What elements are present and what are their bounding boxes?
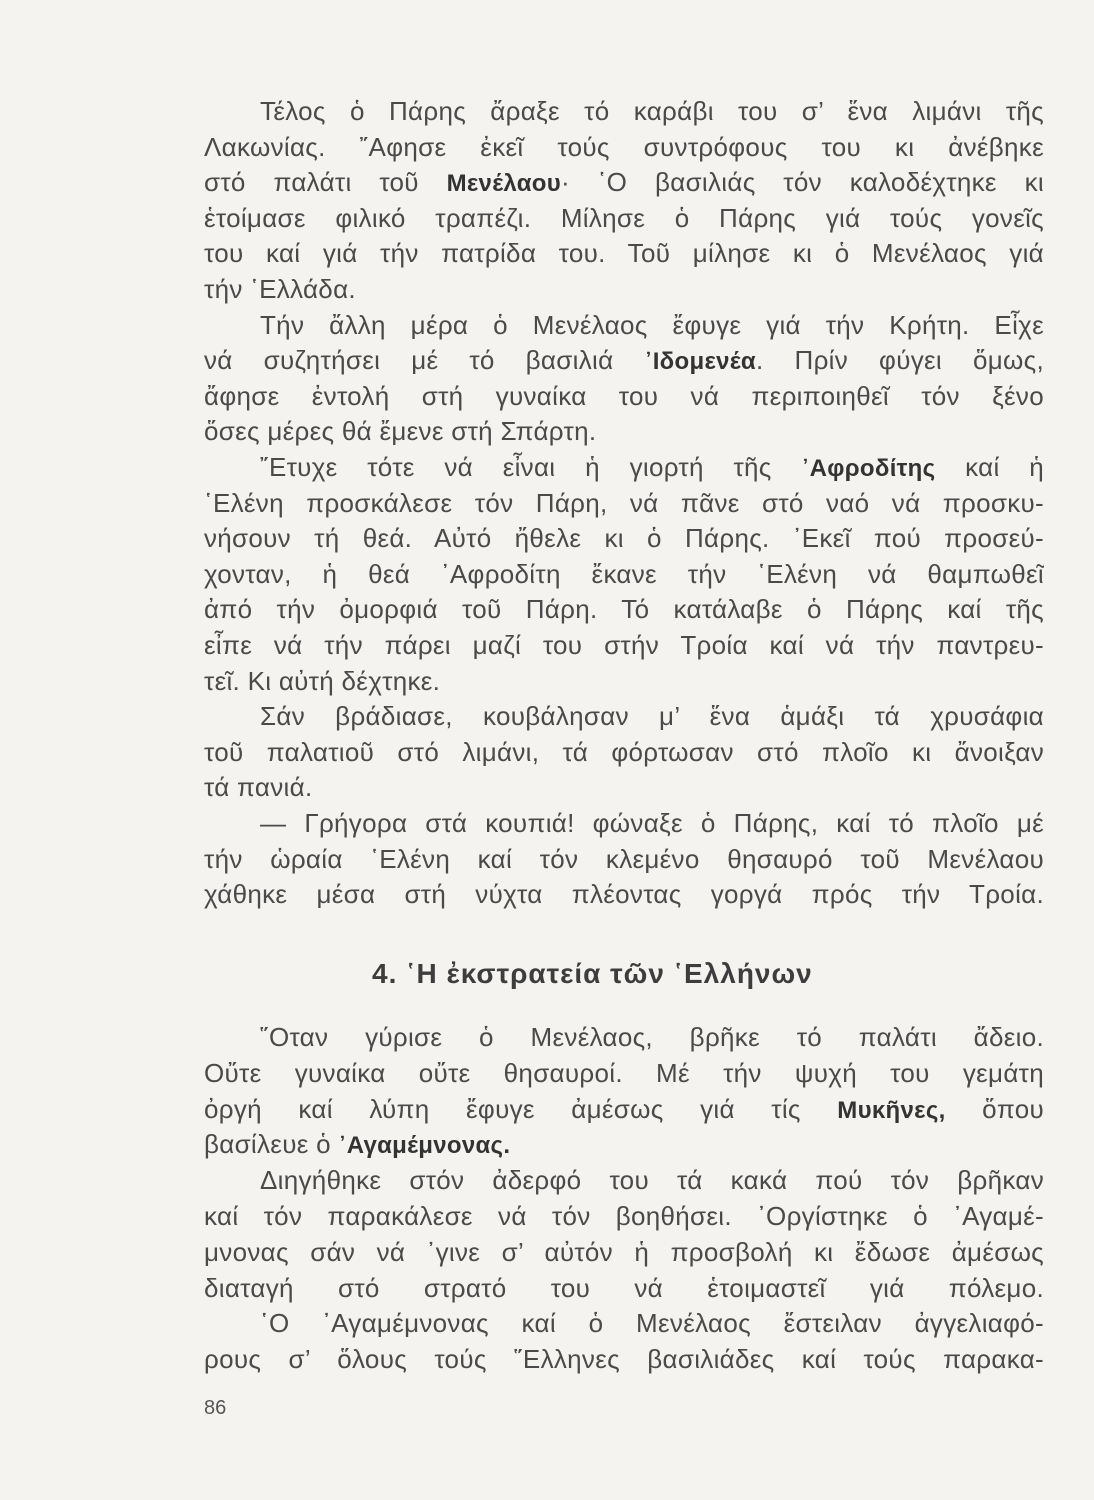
- text-line: χονταν, ἡ θεά ᾿Αφροδίτη ἔκανε τήν ῾Ελένη νά θαμπωθεῖ: [204, 558, 1044, 589]
- text-span: ῎Ετυχε τότε νά εἶναι ἡ γιορτή τῆς: [260, 452, 802, 482]
- text-line: ἀπό τήν ὀμορφιά τοῦ Πάρη. Τό κατάλαβε ὁ Πάρης καί τῆς: [204, 594, 1044, 625]
- text-line: — Γρήγορα στά κουπιά! φώναξε ὁ Πάρης, καί τό πλοῖο μέ: [260, 808, 1044, 838]
- text-line: τοῦ παλατιοῦ στό λιμάνι, τά φόρτωσαν στό πλοῖο κι ἄνοιξαν: [204, 736, 1044, 767]
- text-line: μνονας σάν νά ᾽γινε σ’ αὐτόν ἡ προσβολή κι ἔδωσε ἀμέσως: [204, 1236, 1044, 1267]
- text-line: ἑτοίμασε φιλικό τραπέζι. Μίλησε ὁ Πάρης γιά τούς γονεῖς: [204, 202, 1044, 233]
- text-line: [260, 452, 1044, 484]
- text-span: · ῾Ο βασιλιάς τόν καλοδέχτηκε κι: [560, 167, 1044, 198]
- text-line: διαταγή στό στρατό του νά ἑτοιμαστεῖ γιά πόλεμο.: [204, 1272, 1044, 1303]
- text-line: ὅσες μέρες θά ἔμενε στή Σπάρτη.: [204, 416, 597, 447]
- text-line: ἄφησε ἐντολή στή γυναίκα του νά περιποιηθεῖ τόν ξένο: [204, 380, 1044, 411]
- text-span: καί ἡ: [935, 452, 1044, 482]
- text-line: εἶπε νά τήν πάρει μαζί του στήν Τροία καί νά τήν παντρευ-: [204, 630, 1044, 660]
- text-line: τήν ὡραία ῾Ελένη καί τόν κλεμένο θησαυρό τοῦ Μενέλαου: [204, 843, 1044, 874]
- text-line: τά πανιά.: [204, 772, 313, 803]
- text-line: [204, 1129, 1044, 1161]
- text-line: [204, 1094, 1044, 1126]
- text-line: [204, 167, 1044, 199]
- text-line: Διηγήθηκε στόν ἀδερφό του τά κακά πού τόν βρῆκαν: [260, 1165, 1044, 1196]
- text-line: Λακωνίας. ῎Αφησε ἐκεῖ τούς συντρόφους του κι ἀνέβηκε: [204, 131, 1044, 162]
- section-heading: 4. ῾Η ἐκστρατεία τῶν ῾Ελλήνων: [372, 958, 813, 989]
- text-line: τήν ῾Ελλάδα.: [204, 274, 356, 304]
- text-line: Σάν βράδιασε, κουβάλησαν μ’ ἕνα ἁμάξι τά χρυσάφια: [260, 701, 1044, 732]
- text-line: ρους σ’ ὅλους τούς ῞Ελληνες βασιλιάδες καί τούς παρακα-: [204, 1344, 1044, 1375]
- page-number: 86: [204, 1397, 227, 1419]
- text-span: νά συζητήσει μέ τό βασιλιά: [204, 345, 645, 376]
- text-line: νήσουν τή θεά. Αὐτό ἤθελε κι ὁ Πάρης. ᾿Εκεῖ πού προσεύ-: [204, 523, 1044, 554]
- text-line: Οὔτε γυναίκα οὔτε θησαυροί. Μέ τήν ψυχή του γεμάτη: [204, 1057, 1044, 1088]
- text-span: . Πρίν φύγει ὅμως,: [756, 345, 1044, 376]
- text-line: Τέλος ὁ Πάρης ἄραξε τό καράβι του σ’ ἕνα λιμάνι τῆς: [260, 96, 1044, 126]
- bold-name: ᾿Αφροδίτης: [801, 455, 936, 482]
- text-line: ῾Ελένη προσκάλεσε τόν Πάρη, νά πᾶνε στό ναό νά προσκυ-: [204, 487, 1044, 518]
- text-line: καί τόν παρακάλεσε νά τόν βοηθήσει. ᾿Οργίστηκε ὁ ᾿Αγαμέ-: [204, 1201, 1044, 1231]
- bold-name: Μενέλαου: [446, 170, 561, 198]
- text-span: ὅπου: [945, 1093, 1044, 1124]
- text-line: [204, 345, 1044, 377]
- text-line: χάθηκε μέσα στή νύχτα πλέοντας γοργά πρός τήν Τροία.: [204, 879, 1044, 910]
- text-span: βασίλευε ὁ: [204, 1129, 339, 1160]
- text-line: ῞Οταν γύρισε ὁ Μενέλαος, βρῆκε τό παλάτι ἄδειο.: [260, 1022, 1044, 1052]
- text-span: στό παλάτι τοῦ: [204, 167, 447, 198]
- text-line: του καί γιά τήν πατρίδα του. Τοῦ μίλησε κι ὁ Μενέλαος γιά: [204, 238, 1044, 269]
- bold-name: Μυκῆνες,: [837, 1096, 946, 1124]
- text-line: τεῖ. Κι αὐτή δέχτηκε.: [204, 665, 441, 696]
- text-span: ὀργή καί λύπη ἔφυγε ἀμέσως γιά τίς: [204, 1093, 838, 1124]
- text-line: Τήν ἄλλη μέρα ὁ Μενέλαος ἔφυγε γιά τήν Κρήτη. Εἶχε: [260, 309, 1044, 340]
- bold-name: ᾿Ιδομενέα: [644, 348, 756, 376]
- bold-name: ᾿Αγαμέμνονας.: [338, 1132, 511, 1160]
- text-line: ῾Ο ᾿Αγαμέμνονας καί ὁ Μενέλαος ἔστειλαν ἀγγελιαφό-: [260, 1308, 1044, 1339]
